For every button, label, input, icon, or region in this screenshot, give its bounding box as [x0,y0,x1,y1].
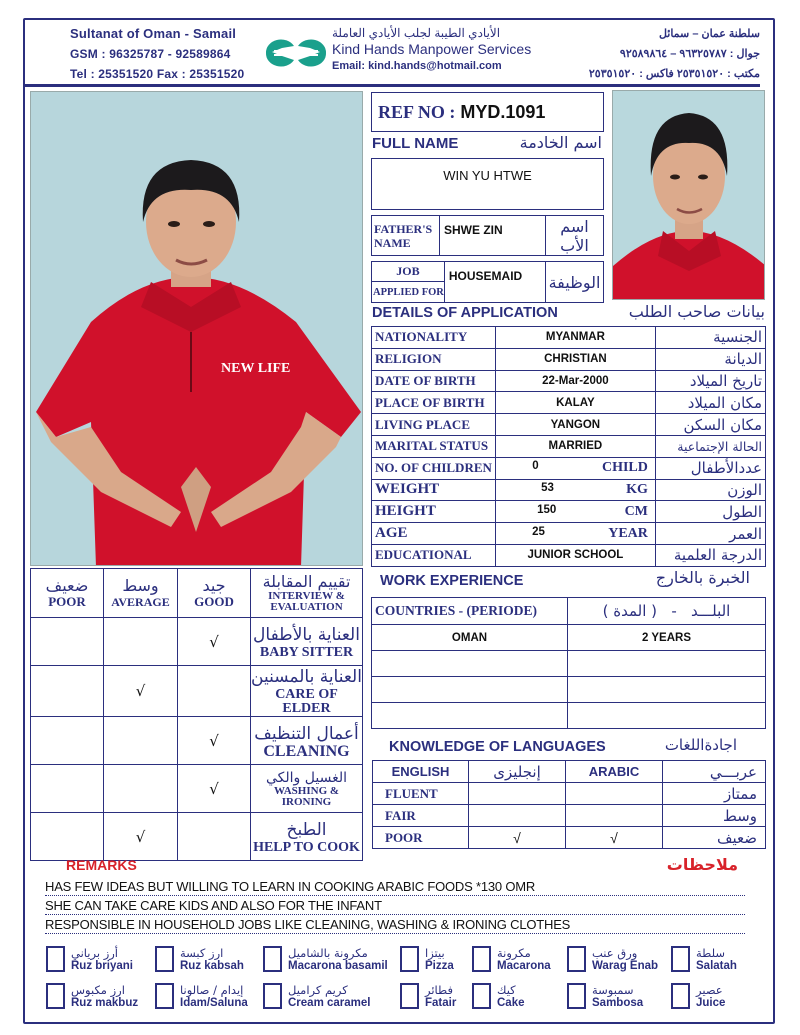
full-body-photo [30,91,363,566]
work-country [372,677,568,703]
check-mark-icon: √ [513,829,521,846]
food-name-ar: فطائر [425,983,453,997]
eval-cell-poor[interactable] [31,618,104,666]
detail-label: EDUCATIONAL [372,544,496,566]
food-name-en: Macarona [497,960,551,972]
food-checkbox[interactable] [472,946,491,972]
work-period: 2 YEARS [568,625,766,651]
food-name-ar: بيتزا [425,946,445,960]
work-header-ar: البلـــد - ( المدة ) [568,598,766,625]
eval-skill-ar: الغسيل والكي [266,769,347,786]
eval-skill-en: WASHING & IRONING [273,784,340,808]
father-label-ar: اسم الأب [546,216,604,256]
check-mark-icon: √ [209,731,219,750]
food-checkbox[interactable] [472,983,491,1009]
food-checkbox[interactable] [567,946,586,972]
detail-row [372,327,766,349]
food-item[interactable] [400,983,456,1010]
detail-row [372,414,766,436]
evaluation-row [31,666,363,717]
food-name-en: Cake [497,997,525,1009]
lang-header-english: ENGLISH [373,761,469,783]
work-period [568,651,766,677]
eval-cell-good[interactable] [178,765,251,813]
detail-value: JUNIOR SCHOOL [495,544,655,566]
food-name-ar: إيدام / صالونا [180,983,244,997]
work-period [568,703,766,729]
english-cell[interactable] [469,827,566,849]
details-table [371,326,766,567]
eval-cell-good[interactable] [178,813,251,861]
food-checkbox[interactable] [46,946,65,972]
work-period [568,677,766,703]
food-name-ar: أرز برياني [71,946,118,960]
job-label-2: APPLIED FOR [372,282,445,303]
eval-skill [251,813,363,861]
detail-row [372,544,766,566]
detail-row [372,348,766,370]
language-level-ar: ضعيف [663,827,766,849]
eval-skill [251,618,363,666]
eval-col-interview: تقييم المقابلة INTERVIEW & EVALUATION [251,569,363,618]
detail-unit: CHILD [601,460,648,476]
food-item[interactable] [155,983,248,1010]
detail-row [372,523,766,545]
job-value: HOUSEMAID [448,269,523,283]
check-mark-icon: √ [209,632,219,651]
detail-label: LIVING PLACE [372,414,496,436]
detail-value: 25 [532,525,545,538]
food-name-en: Idam/Saluna [180,997,248,1009]
food-name-ar: ارز مكبوس [71,983,125,997]
remarks-title-ar: ملاحظات [666,855,738,874]
eval-cell-poor[interactable] [31,765,104,813]
detail-label-ar: تاريخ الميلاد [655,370,765,392]
eval-cell-average[interactable] [104,618,178,666]
eval-skill [251,717,363,765]
work-country: OMAN [372,625,568,651]
food-checkbox[interactable] [263,983,282,1009]
detail-label-ar: الجنسية [655,327,765,349]
detail-label: HEIGHT [372,501,496,523]
logo-english-name: Kind Hands Manpower Services [332,41,532,57]
language-level: FLUENT [373,783,469,805]
food-checkbox[interactable] [671,946,690,972]
detail-label-ar: الديانة [655,348,765,370]
eval-skill-ar: العناية بالأطفال [253,624,360,645]
eval-skill-en: CLEANING [263,742,350,760]
father-name-table [371,215,604,256]
job-label-1: JOB [372,262,445,282]
arabic-cell[interactable] [566,783,663,805]
food-checkbox[interactable] [671,983,690,1009]
full-name-label: FULL NAME [372,135,459,152]
check-mark-icon: √ [135,827,146,846]
kind-hands-logo-icon [262,36,330,70]
eval-cell-average[interactable] [104,666,178,717]
eval-skill [251,666,363,717]
father-name-value: SHWE ZIN [444,223,503,237]
evaluation-row [31,618,363,666]
ref-no-label: REF NO : [378,101,456,122]
detail-label: AGE [372,523,496,545]
food-name-en: Ruz kabsah [180,960,244,972]
food-checkbox[interactable] [400,946,419,972]
detail-label: NATIONALITY [372,327,496,349]
food-name-en: Sambosa [592,997,644,1009]
food-name-ar: مكرونة [497,946,531,960]
detail-row [372,479,766,501]
check-mark-icon: √ [135,682,146,700]
food-name-ar: ورق عنب [592,946,638,960]
eval-cell-average[interactable] [104,813,178,861]
detail-row [372,435,766,457]
detail-label-ar: الحالة الإجتماعية [655,435,765,457]
detail-unit: KG [626,481,648,497]
detail-label: NO. OF CHILDREN [372,457,496,479]
food-name-en: Fatair [425,997,457,1009]
evaluation-row [31,717,363,765]
food-name-ar: سمبوسة [592,983,634,997]
job-label-ar: الوظيفة [546,262,604,303]
eval-col-average: وسط AVERAGE [104,569,178,618]
eval-skill-en: CARE OF ELDER [275,687,338,716]
evaluation-row [31,813,363,861]
detail-row [372,457,766,479]
remark-line-3: RESPONSIBLE IN HOUSEHOLD JOBS LIKE CLEANING, WASHING & IRONING CLOTHES [45,916,745,934]
eval-cell-poor[interactable] [31,717,104,765]
header-location: Sultanat of Oman - Samail [70,26,237,41]
food-name-ar: سلطة [696,946,726,960]
remarks-title: REMARKS [66,857,137,873]
food-name-en: Ruz briyani [71,960,133,972]
check-mark-icon: √ [209,779,219,798]
detail-value: 53 [541,481,554,494]
food-name-en: Macarona basamil [288,960,388,972]
full-name-label-ar: اسم الخادمة [519,133,602,152]
food-checkbox[interactable] [155,946,174,972]
eval-skill-ar: أعمال التنظيف [254,723,359,744]
eval-col-good: جيد GOOD [178,569,251,618]
father-label-1: FATHER'S [374,221,433,236]
detail-value: KALAY [495,392,655,414]
details-title: DETAILS OF APPLICATION [372,305,558,321]
food-item[interactable] [46,946,133,973]
food-name-ar: عصير [696,983,723,997]
food-name-ar: ارز كبسة [180,946,224,960]
detail-unit: CM [624,503,648,519]
detail-unit: YEAR [608,525,648,541]
header-location-ar: سلطنة عمان – سمائل [658,28,760,40]
work-experience-title-ar: الخبرة بالخارج [655,568,750,587]
food-name-en: Salatah [696,960,737,972]
detail-label-ar: مكان السكن [655,414,765,436]
food-item[interactable] [567,946,658,973]
detail-label-ar: مكان الميلاد [655,392,765,414]
food-item[interactable] [671,983,725,1010]
eval-cell-average[interactable] [104,717,178,765]
detail-label: DATE OF BIRTH [372,370,496,392]
english-cell[interactable] [469,783,566,805]
food-name-ar: كريم كراميل [288,983,348,997]
language-level-ar: وسط [663,805,766,827]
evaluation-table [30,568,363,861]
detail-row [372,370,766,392]
food-name-ar: كيك [497,983,516,997]
detail-label: WEIGHT [372,479,496,501]
language-level: FAIR [373,805,469,827]
eval-col-poor: ضعيف POOR [31,569,104,618]
detail-value: MYANMAR [495,327,655,349]
logo-arabic-name: الأيادي الطيبة لجلب الأيادي العاملة [332,26,501,40]
portrait-photo [612,90,765,300]
detail-value: 0 [532,460,539,473]
work-experience-row [372,677,766,703]
lang-header-english-ar: إنجليزى [469,761,566,783]
detail-value: 150 [537,503,557,516]
languages-table [372,760,766,849]
detail-value: 22-Mar-2000 [495,370,655,392]
eval-cell-poor[interactable] [31,813,104,861]
language-level: POOR [373,827,469,849]
shirt-print: NEW LIFE [221,361,291,376]
work-experience-row [372,651,766,677]
detail-value: YANGON [495,414,655,436]
food-checkbox[interactable] [263,946,282,972]
english-cell[interactable] [469,805,566,827]
food-checkbox[interactable] [400,983,419,1009]
detail-label-ar: الطول [655,501,765,523]
work-experience-title: WORK EXPERIENCE [380,573,524,589]
languages-title-ar: اجادةاللغات [664,736,737,754]
languages-title: KNOWLEDGE OF LANGUAGES [389,739,606,755]
eval-skill-en: BABY SITTER [259,644,354,660]
food-checkbox[interactable] [155,983,174,1009]
food-item[interactable] [263,983,370,1010]
food-name-en: Juice [696,997,726,1009]
food-item[interactable] [472,946,551,973]
detail-label-ar: الوزن [655,479,765,501]
detail-row [372,392,766,414]
detail-label: MARITAL STATUS [372,435,496,457]
eval-cell-good[interactable] [178,618,251,666]
header-divider [25,84,760,87]
food-name-ar: مكرونة بالشاميل [288,946,368,960]
work-experience-table [371,597,766,729]
food-item[interactable] [400,946,454,973]
food-item[interactable] [155,946,244,973]
details-title-ar: بيانات صاحب الطلب [628,302,765,321]
arabic-cell[interactable] [566,805,663,827]
detail-value: MARRIED [495,435,655,457]
evaluation-row [31,765,363,813]
eval-skill-ar: الطبخ [286,819,327,840]
work-country [372,703,568,729]
work-experience-row [372,703,766,729]
language-row [373,805,766,827]
father-label-2: NAME [374,235,411,250]
work-experience-row [372,625,766,651]
lang-header-arabic: ARABIC [566,761,663,783]
detail-value: CHRISTIAN [495,348,655,370]
header-gsm: GSM : 96325787 - 92589864 [70,47,231,61]
arabic-cell[interactable] [566,827,663,849]
remark-line-1: HAS FEW IDEAS BUT WILLING TO LEARN IN COOKING ARABIC FOODS *130 OMR [45,878,745,896]
food-item[interactable] [472,983,525,1010]
full-name-value: WIN YU HTWE [443,168,532,183]
food-checkbox[interactable] [46,983,65,1009]
eval-cell-good[interactable] [178,666,251,717]
lang-header-arabic-ar: عربـــي [663,761,766,783]
header-tel-fax: Tel : 25351520 Fax : 25351520 [70,67,245,81]
eval-skill-ar: العناية بالمسنين [251,667,362,687]
header-email: Email: kind.hands@hotmail.com [332,60,502,72]
language-row [373,783,766,805]
remark-line-2: SHE CAN TAKE CARE KIDS AND ALSO FOR THE INFANT [45,897,745,915]
food-item[interactable] [567,983,643,1010]
eval-cell-average[interactable] [104,765,178,813]
work-header-en: COUNTRIES - (PERIODE) [372,598,568,625]
ref-no-box [371,92,604,132]
eval-skill-en: HELP TO COOK [253,839,360,855]
detail-label: RELIGION [372,348,496,370]
food-item[interactable] [671,946,737,973]
header-right [528,24,760,84]
food-name-en: Pizza [425,960,454,972]
food-item[interactable] [46,983,138,1010]
detail-label-ar: العمر [655,523,765,545]
ref-no-value: MYD.1091 [460,101,546,122]
eval-cell-good[interactable] [178,717,251,765]
food-name-en: Ruz makbuz [71,997,139,1009]
job-table [371,261,604,303]
food-name-en: Cream caramel [288,997,371,1009]
full-name-box [371,158,604,210]
check-mark-icon: √ [610,829,618,846]
food-checkbox[interactable] [567,983,586,1009]
food-name-en: Warag Enab [592,960,659,972]
food-item[interactable] [263,946,388,973]
logo-text [332,26,532,72]
work-country [372,651,568,677]
header-left [70,24,244,84]
eval-cell-poor[interactable] [31,666,104,717]
detail-label-ar: عددالأطفال [655,457,765,479]
language-level-ar: ممتاز [663,783,766,805]
language-row [373,827,766,849]
detail-row [372,501,766,523]
eval-skill [251,765,363,813]
header-office-ar: مكتب : ٢٥٣٥١٥٢٠ فاكس : ٢٥٣٥١٥٢٠ [588,68,760,80]
detail-label: PLACE OF BIRTH [372,392,496,414]
header-mobile-ar: جوال : ٩٦٣٢٥٧٨٧ – ٩٢٥٨٩٨٦٤ [619,48,760,60]
detail-label-ar: الدرجة العلمية [655,544,765,566]
